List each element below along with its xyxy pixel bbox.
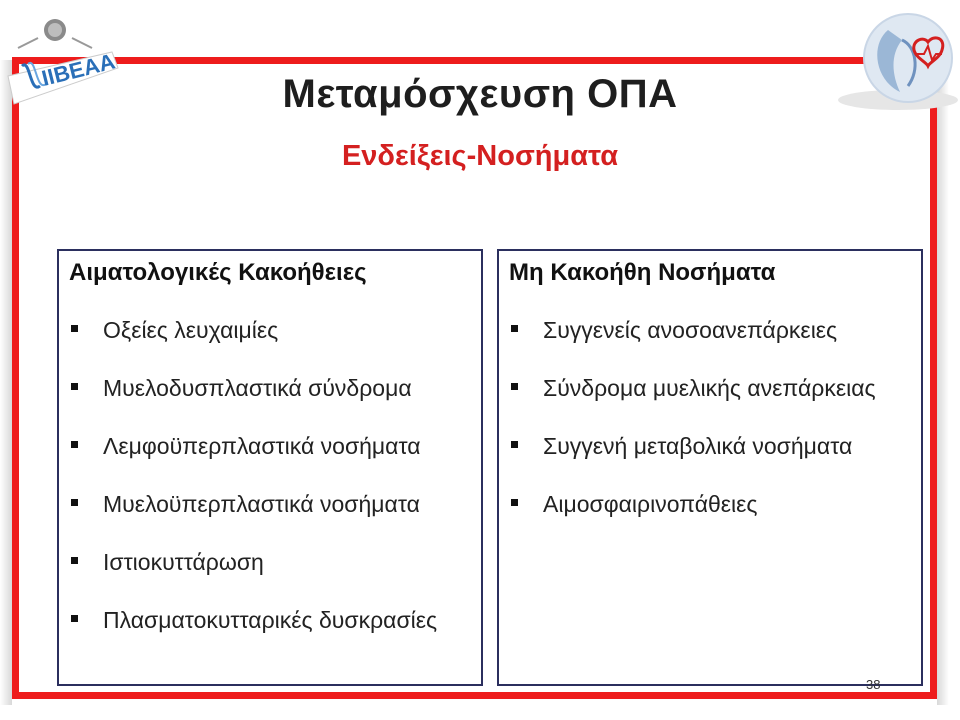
list-item-label: Μυελοϋπερπλαστικά νοσήματα (103, 491, 420, 517)
list-item-label: Συγγενή μεταβολικά νοσήματα (543, 433, 853, 459)
list-item-label: Συγγενείς ανοσοανεπάρκειες (543, 317, 838, 343)
bullet-icon (71, 499, 78, 506)
logo-left-text: IIBEAA (39, 48, 118, 91)
list-item (499, 375, 876, 433)
bullet-icon (511, 499, 518, 506)
malignancies-box (57, 249, 483, 686)
list-item (59, 607, 437, 665)
page-number: 38 (866, 677, 881, 692)
list-item-label: Πλασματοκυτταρικές δυσκρασίες (103, 607, 438, 633)
bullet-icon (511, 383, 518, 390)
bullet-icon (511, 441, 518, 448)
list-item (59, 317, 437, 375)
slide-subtitle: Ενδείξεις-Νοσήματα (341, 140, 619, 172)
malignancies-heading: Αιματολογικές Κακοήθειες (69, 259, 367, 286)
list-item-label: Αιμοσφαιρινοπάθειες (543, 491, 758, 517)
list-item (59, 433, 437, 491)
non-malignant-box (497, 249, 923, 686)
list-item-label: Μυελοδυσπλαστικά σύνδρομα (103, 375, 412, 401)
list-item (499, 491, 876, 549)
list-item (59, 491, 437, 549)
list-item (59, 549, 437, 607)
list-item-label: Σύνδρομα μυελικής ανεπάρκειας (543, 375, 876, 401)
non-malignant-heading: Μη Κακοήθη Νοσήματα (509, 259, 776, 286)
bullet-icon (71, 325, 78, 332)
bullet-icon (71, 383, 78, 390)
list-item-label: Ιστιοκυττάρωση (103, 549, 264, 575)
list-item (59, 375, 437, 433)
bullet-icon (71, 615, 78, 622)
bullet-icon (71, 557, 78, 564)
slide-title: Μεταμόσχευση ΟΠΑ (282, 72, 678, 116)
list-item (499, 317, 876, 375)
malignancies-list (59, 317, 437, 665)
bullet-icon (511, 325, 518, 332)
list-item (499, 433, 876, 491)
bullet-icon (71, 441, 78, 448)
list-item-label: Οξείες λευχαιμίες (103, 317, 279, 343)
non-malignant-list (499, 317, 876, 549)
list-item-label: Λεμφοϋπερπλαστικά νοσήματα (103, 433, 421, 459)
